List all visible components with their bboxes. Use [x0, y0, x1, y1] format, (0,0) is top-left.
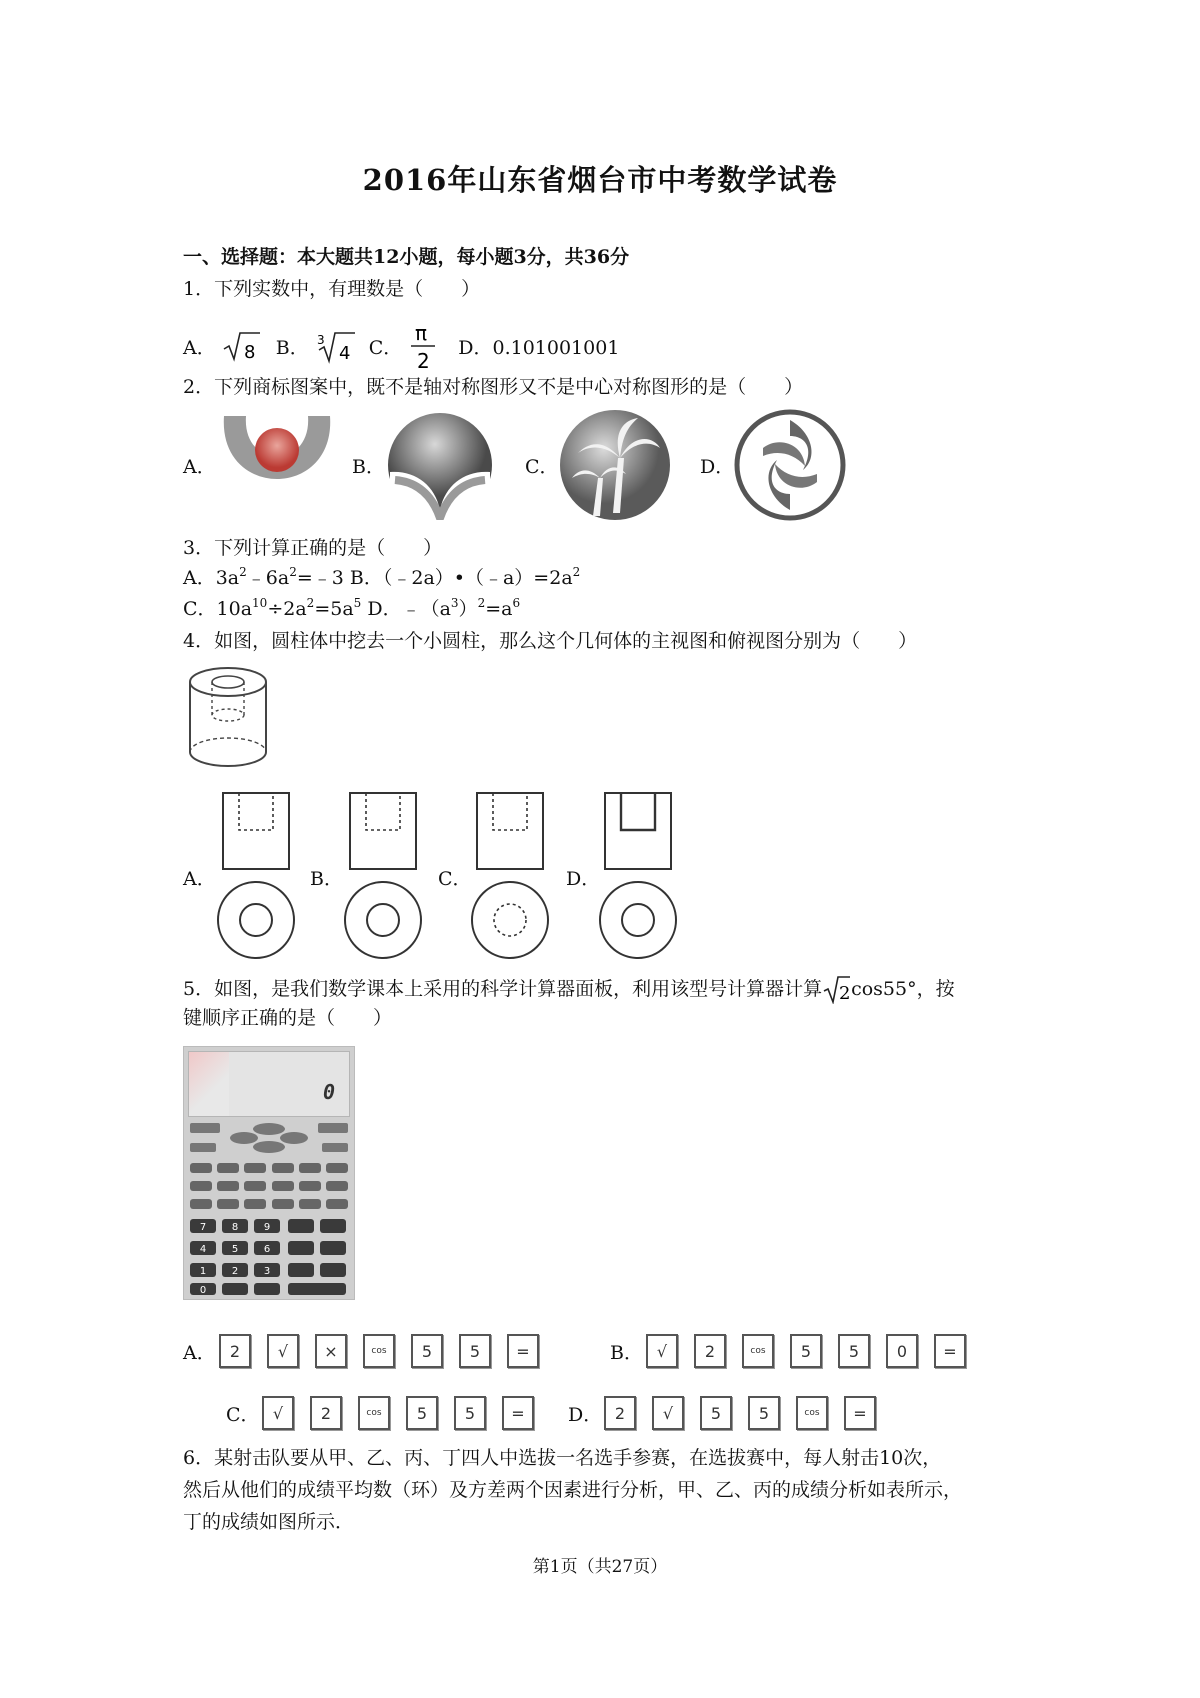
svg-text:3: 3 — [263, 1266, 271, 1277]
multiply-key: × — [315, 1334, 347, 1368]
q4-option-a-label: A． — [183, 868, 216, 890]
digit-5-key: 5 — [748, 1396, 780, 1430]
digit-5-key: 5 — [454, 1396, 486, 1430]
equals-key: = — [502, 1396, 534, 1430]
sqrt-key: √ — [646, 1334, 678, 1368]
q1-stem: 1．下列实数中，有理数是（ ） — [183, 278, 481, 300]
q2-option-a-label: A． — [183, 456, 216, 478]
q5-stem-part2: cos55°，按 — [851, 978, 955, 1000]
pi-over-2-fraction — [408, 318, 438, 374]
calculator-keypad — [184, 1119, 354, 1299]
logo-d-image — [733, 408, 847, 522]
logo-a-image — [218, 410, 336, 520]
sqrt-key: √ — [652, 1396, 684, 1430]
q6-line1: 6．某射击队要从甲、乙、丙、丁四人中选拔一名选手参赛，在选拔赛中，每人射击10次， — [183, 1447, 942, 1469]
q2-stem: 2．下列商标图案中，既不是轴对称图形又不是中心对称图形的是（ ） — [183, 376, 804, 398]
q2-option-c-label: C． — [525, 456, 559, 478]
q5-stem-line2: 键顺序正确的是（ ） — [183, 1007, 393, 1029]
q3-stem: 3．下列计算正确的是（ ） — [183, 537, 443, 559]
q4-option-d-label: D． — [566, 868, 601, 890]
q6-line2: 然后从他们的成绩平均数（环）及方差两个因素进行分析，甲、乙、丙的成绩分析如表所示， — [183, 1479, 963, 1501]
q5-option-c-label: C． — [226, 1403, 260, 1426]
svg-text:8: 8 — [231, 1222, 239, 1233]
section-heading: 一、选择题：本大题共12小题，每小题3分，共36分 — [183, 246, 630, 268]
q3-options-cd: C．$10a^{10}\div 2a^2=5a^5$ D．$﹣(a^3)^2=a^6$ — [183, 596, 521, 620]
q4-option-b-label: B． — [310, 868, 343, 890]
cos-key: cos — [796, 1396, 828, 1430]
q4-option-b-views — [343, 790, 423, 965]
digit-5-key: 5 — [411, 1334, 443, 1368]
sqrt-2-expression — [823, 974, 851, 1004]
hollow-cylinder-figure — [183, 660, 273, 772]
svg-text:7: 7 — [199, 1222, 207, 1233]
digit-5-key: 5 — [700, 1396, 732, 1430]
q5-option-c — [226, 1396, 534, 1430]
svg-text:2: 2 — [231, 1266, 239, 1277]
q1-option-a-label: A． — [183, 336, 216, 359]
q5-option-d-keys — [604, 1396, 876, 1430]
q6-line3: 丁的成绩如图所示． — [183, 1511, 355, 1533]
q1-option-d: D．0.101001001 — [458, 336, 620, 359]
equals-key: = — [844, 1396, 876, 1430]
q1-option-b-label: B． — [275, 336, 309, 359]
q5-stem-line1 — [183, 974, 955, 1004]
svg-text:5: 5 — [231, 1244, 239, 1255]
q4-option-c-label: C． — [438, 868, 472, 890]
q5-stem-part1: 5．如图，是我们数学课本上采用的科学计算器面板，利用该型号计算器计算 — [183, 978, 823, 1000]
q5-option-b-label: B． — [610, 1341, 643, 1364]
sqrt-key: √ — [267, 1334, 299, 1368]
digit-5-key: 5 — [838, 1334, 870, 1368]
q2-option-b-label: B． — [352, 456, 385, 478]
q1-option-c-label: C． — [368, 336, 403, 359]
digit-5-key: 5 — [459, 1334, 491, 1368]
cos-key: cos — [358, 1396, 390, 1430]
digit-0-key: 0 — [886, 1334, 918, 1368]
q2-option-d-label: D． — [700, 456, 735, 478]
q4-option-a-views — [216, 790, 296, 965]
sqrt-8-expression — [222, 329, 262, 363]
digit-2-key: 2 — [694, 1334, 726, 1368]
sqrt-key: √ — [262, 1396, 294, 1430]
digit-2-key: 2 — [310, 1396, 342, 1430]
q4-option-d-views — [598, 790, 678, 965]
svg-text:1: 1 — [199, 1266, 207, 1277]
svg-text:0: 0 — [199, 1285, 207, 1296]
sqrt2-radicand: 2 — [839, 983, 851, 1004]
q5-option-d — [568, 1396, 876, 1430]
svg-text:4: 4 — [199, 1244, 207, 1255]
document-title: 2016年山东省烟台市中考数学试卷 — [362, 163, 838, 197]
q5-option-b-keys — [646, 1334, 966, 1368]
q5-option-a-keys — [219, 1334, 539, 1368]
q5-option-d-label: D． — [568, 1403, 603, 1426]
cos-key: cos — [363, 1334, 395, 1368]
calculator-image — [183, 1046, 355, 1300]
q5-option-a — [183, 1334, 539, 1368]
calculator-display-value: 0 — [322, 1080, 335, 1104]
logo-c-image — [558, 408, 673, 523]
cos-key: cos — [742, 1334, 774, 1368]
svg-text:9: 9 — [263, 1222, 271, 1233]
equals-key: = — [934, 1334, 966, 1368]
pi-symbol: π — [415, 321, 428, 345]
cbrt-radicand: 4 — [338, 343, 351, 364]
page-footer: 第1页（共27页） — [532, 1557, 668, 1577]
digit-5-key: 5 — [790, 1334, 822, 1368]
q3-options-ab: A．$3a^2﹣6a^2=﹣3$ B．$(﹣2a)•(﹣a)=2a^2$ — [183, 565, 581, 589]
digit-2-key: 2 — [604, 1396, 636, 1430]
denominator-2: 2 — [417, 349, 430, 373]
q4-option-c-views — [470, 790, 550, 965]
svg-text:6: 6 — [263, 1244, 271, 1255]
equals-key: = — [507, 1334, 539, 1368]
cube-root-4-expression — [315, 328, 357, 364]
q1-options — [183, 318, 619, 374]
digit-2-key: 2 — [219, 1334, 251, 1368]
q5-option-b — [610, 1334, 966, 1368]
q5-option-c-keys — [262, 1396, 534, 1430]
logo-b-image — [385, 410, 495, 520]
digit-5-key: 5 — [406, 1396, 438, 1430]
cbrt-index: 3 — [316, 333, 325, 347]
q5-option-a-label: A． — [183, 1341, 216, 1364]
q4-stem: 4．如图，圆柱体中挖去一个小圆柱，那么这个几何体的主视图和俯视图分别为（ ） — [183, 630, 918, 652]
calculator-display — [188, 1051, 350, 1117]
sqrt8-radicand: 8 — [243, 342, 256, 363]
